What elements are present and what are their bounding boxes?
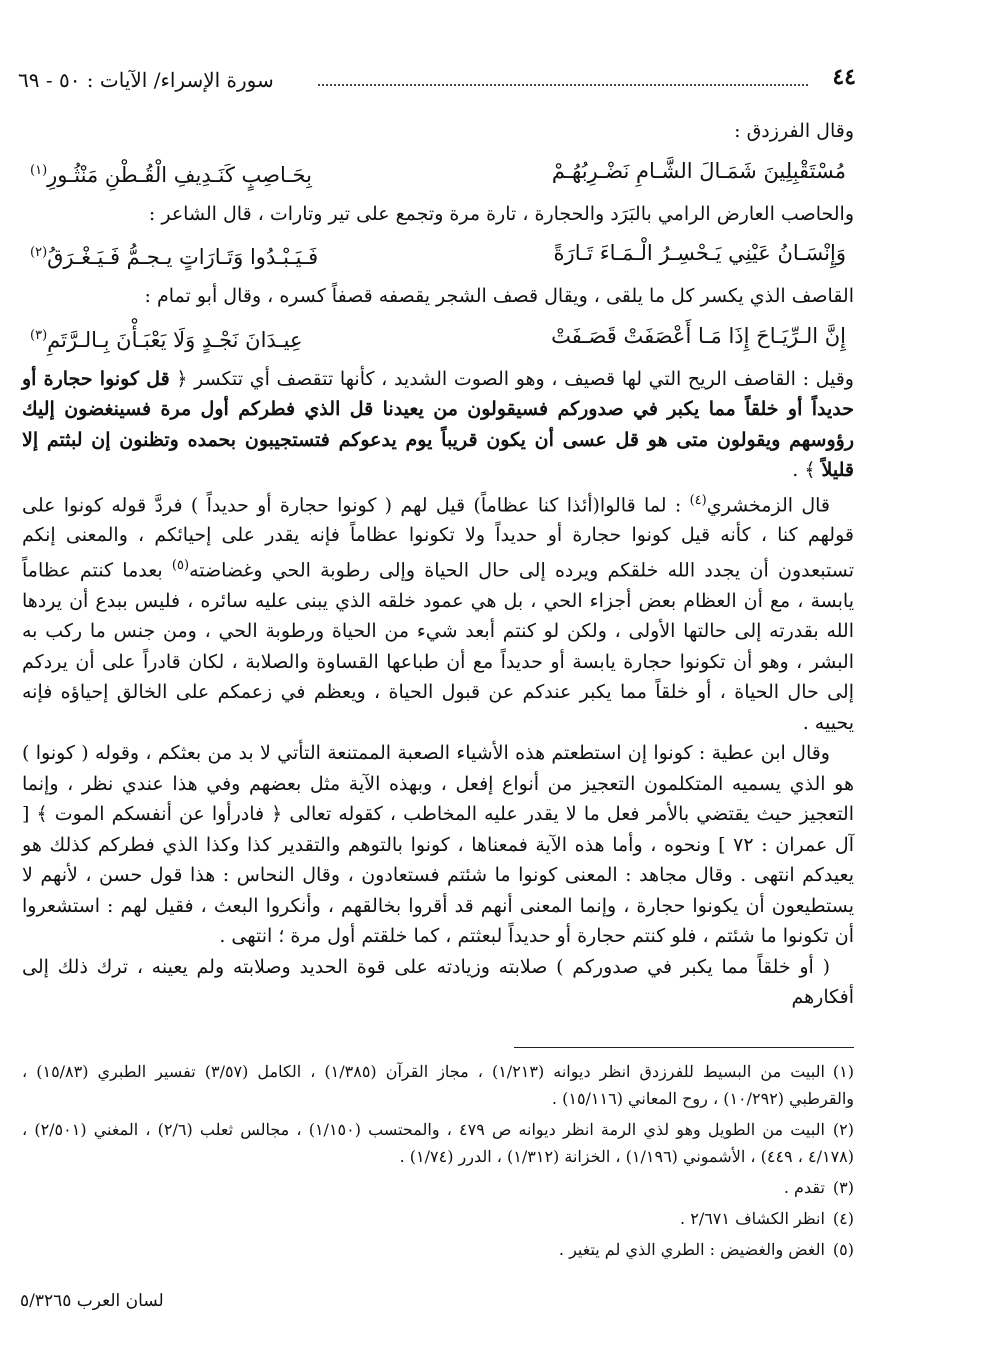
page-number: ٤٤ xyxy=(832,64,856,90)
verse-hemistich-left xyxy=(30,153,312,193)
verse-text: عِيـدَانَ نَجْـدٍ وَلَا يَعْبَـأْنَ بِـالـرَّتَمِ xyxy=(47,327,303,352)
main-text xyxy=(22,116,854,1013)
paragraph: وقال الفرزدق : xyxy=(734,120,854,142)
verse-hemistich-right: إِنَّ الـرِّيَـاحَ إِذَا مَـا أَعْصَفَتْ قَصَـفَتْ xyxy=(551,323,846,348)
verse-text: بِحَـاصِبٍ كَنَـدِيفِ الْقُـطْنِ مَنْثُـورِ xyxy=(47,162,312,187)
footnote-number: (٣) xyxy=(832,1178,854,1197)
footnote-text: تقدم . xyxy=(783,1178,825,1197)
verse-hemistich-left xyxy=(30,318,302,358)
footnotes xyxy=(22,1058,854,1267)
text-run: بعدما كنتم عظاماً يابسة ، مع أن العظام بعض أجزاء الحي ، بل هي عمود خلقه الذي يبنى عليه سائره ، فليس ببدع أن يردها الله بقدرته إلى حالتها الأولى ، ولكن لو كنتم أبعد شيء من الحياة ورطوبة الحي ، ومن جنس ما ركب به البشر ، وهو أن تكونوا حجارة يابسة أو حديداً مع أن طباعها القساوة والصلابة ، لكان قادراً على أن يردكم إلى حال الحياة ، أو خلقاً مما يكبر عندكم عن قبول الحياة ، ويعظم في زعمكم على الخالق إحياؤه فإنه يحييه . xyxy=(22,559,854,734)
footnote-ref: (١) xyxy=(30,162,48,178)
source-reference: لسان العرب ٥/٣٢٦٥ xyxy=(20,1291,164,1311)
footnote-text: انظر الكشاف ٢/٦٧١ . xyxy=(680,1209,825,1228)
footnote xyxy=(22,1236,854,1263)
paragraph: القاصف الذي يكسر كل ما يلقى ، ويقال قصف الشجر يقصفه قصفاً كسره ، وقال أبو تمام : xyxy=(144,285,854,307)
footnote xyxy=(22,1174,854,1201)
header-dotted-leader xyxy=(318,84,808,86)
paragraph: وقال ابن عطية : كونوا إن استطعتم هذه الأشياء الصعبة الممتنعة التأتي لا بد من بعثكم ، وقوله ( كونوا ) هو الذي يسميه المتكلمون التعجيز من أنواع إفعل ، وبهذه الآية مثل بعضهم وفي هذا عندي نظر ، وإنما التعجيز حيث يقتضي بالأمر فعل ما لا يقدر عليه المخاطب ، كقوله تعالى ﴿ فادرأوا عن أنفسكم الموت ﴾ [ آل عمران : ٧٢ ] ونحوه ، وأما هذه الآية فمعناها ، كونوا بالتوهم والتقدير كذا وكذا الذي فطركم كذلك هو يعيدكم انتهى . وقال مجاهد : المعنى كونوا ما شئتم فستعادون ، وقال النحاس : هذا قول حسن ، لأنهم لا يستطيعون أن يكونوا حجارة ، وإنما المعنى أنهم قد أقروا بخالقهم ، وأنكروا البعث ، فقيل لهم : استشعروا أن تكونوا ما شئتم ، فلو كنتم حجارة أو حديداً لبعثتم ، كما خلقتم أول مرة ؛ انتهى . xyxy=(22,742,855,948)
footnote-text: البيت من الطويل وهو لذي الرمة انظر ديوانه ص ٤٧٩ ، والمحتسب (١/١٥٠) ، مجالس ثعلب (٢/٦) ، المغني (٢/٥٠١) ، (٤/١٧٨ ، ٤٤٩) ، الأشموني (١/١٩٦) ، الخزانة (١/٣١٢) ، الدرر (١/٧٤) . xyxy=(22,1120,854,1166)
verse-text: فَـيَـبْـدُوا وَتَـارَاتٍ يـجـمُّ فَـيَـغْـرَقُ xyxy=(47,245,319,269)
verse-hemistich-left xyxy=(30,235,318,275)
footnote-number: (١) xyxy=(832,1062,855,1081)
footnote xyxy=(22,1205,854,1232)
poetry-verse xyxy=(22,147,854,199)
footnote-number: (٢) xyxy=(832,1120,855,1139)
footnote-number: (٤) xyxy=(832,1209,854,1228)
footnote-divider xyxy=(514,1047,854,1048)
text-run: : لما قالوا(أئذا كنا عظاماً) قيل لهم ( كونوا حجارة أو حديداً ) فردَّ قوله كونوا على قولهم كنا ، كأنه قيل كونوا حجارة أو حديداً ولا تكونوا عظاماً فإنه يقدر على إحيائكم ، والمعنى إنكم تستبعدون أن يجدد الله خلقكم ويرده إلى حال الحياة وإلى رطوبة الحي وغضاضته xyxy=(22,493,854,582)
text-run: وقيل : القاصف الريح التي لها قصيف ، وهو الصوت الشديد ، كأنها تتقصف أي تتكسر ﴿ xyxy=(169,367,854,390)
footnote-ref: (٥) xyxy=(171,557,190,573)
footnote-ref: (٢) xyxy=(30,245,48,260)
paragraph: ( أو خلقاً مما يكبر في صدوركم ) صلابته وزيادته على قوة الحديد وصلابته ولم يعينه ، ترك ذلك إلى أفكارهم xyxy=(22,955,854,1009)
text-run: ﴾ . xyxy=(792,459,822,481)
text-run: قال الزمخشري xyxy=(706,493,831,516)
page-header xyxy=(18,64,856,104)
verse-hemistich-right: مُسْتَقْبِلِينَ شَمَـالَ الشَّـامِ نَضْـرِبُهُـمْ xyxy=(551,158,846,183)
paragraph-quran xyxy=(22,364,854,486)
footnote-text: الغض والغضيض : الطري الذي لم يتغير . xyxy=(558,1240,825,1259)
paragraph xyxy=(22,486,854,739)
surah-info: سورة الإسراء/ الآيات : ٥٠ - ٦٩ xyxy=(18,68,274,92)
footnote xyxy=(22,1058,854,1112)
verse-hemistich-right: وَإِنْسَـانُ عَيْنِي يَـحْسِـرُ الْـمَـاءَ تَـارَةً xyxy=(553,241,846,265)
footnote-ref: (٤) xyxy=(689,492,707,508)
footnote-ref: (٣) xyxy=(30,327,48,343)
poetry-verse xyxy=(22,229,854,281)
poetry-verse xyxy=(22,312,854,364)
footnote xyxy=(22,1116,854,1170)
paragraph: والحاصب العارض الرامي بالبَرَد والحجارة ، تارة مرة وتجمع على تير وتارات ، قال الشاعر : xyxy=(148,202,854,225)
footnote-text: البيت من البسيط للفرزدق انظر ديوانه (١/٢١٣) ، مجاز القرآن (١/٣٨٥) ، الكامل (٣/٥٧) تفسير الطبري (١٥/٨٣) ، والقرطبي (١٠/٢٩٢) ، روح المعاني (١٥/١١٦) . xyxy=(22,1062,854,1108)
quran-verse: قل كونوا حجارة أو حديداً أو خلقاً مما يكبر في صدوركم فسيقولون من يعيدنا قل الذي فطركم أول مرة فسينغضون إليك رؤوسهم ويقولون متى هو قل عسى أن يكون قريباً يوم يدعوكم فتستجيبون بحمده وتظنون إن لبثتم إلا قليلاً xyxy=(22,367,854,481)
footnote-number: (٥) xyxy=(832,1240,854,1259)
